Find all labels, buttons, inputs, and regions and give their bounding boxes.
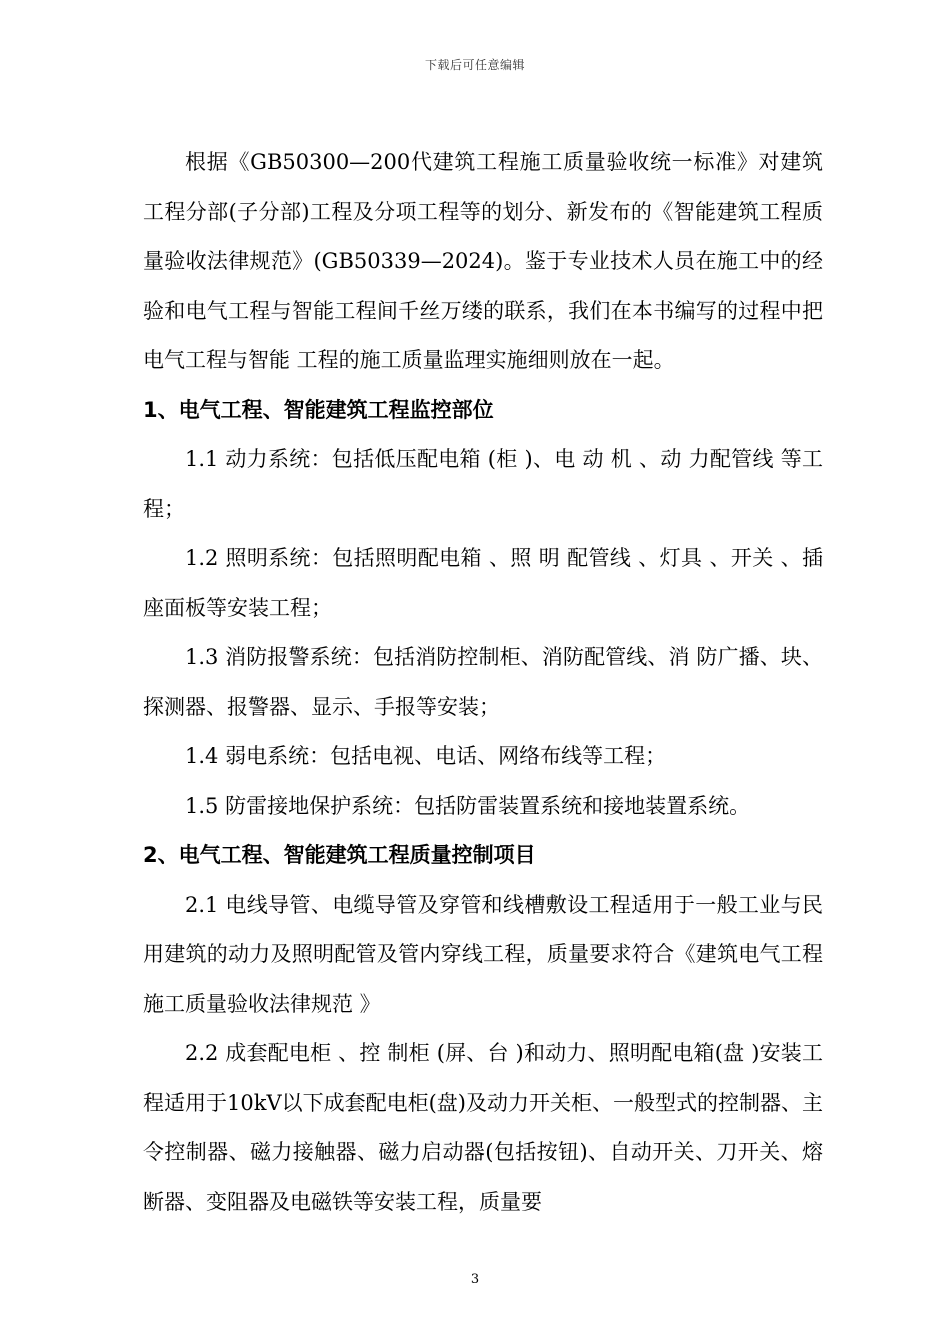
intro-paragraph: 根据《GB50300—200代建筑工程施工质量验收统一标准》对建筑工程分部(子分部)工程及分项工程等的划分、新发布的《智能建筑工程质量验收法律规范》(GB50339—2024)。鉴于专业技术人员在施工中的经验和电气工程与智能工程间千丝万缕的联系，我们在本书编写的过程中把电气工程与智能 工程的施工质量监理实施细则放在一起。 [143, 150, 823, 372]
section-1-item: 1.4 弱电系统：包括电视、电话、网络布线等工程； [185, 744, 667, 768]
header-note: 下载后可任意编辑 [424, 58, 525, 72]
section-1-item: 1.3 消防报警系统：包括消防控制柜、消防配管线、消 防广播、块、探测器、报警器、显示、手报等安装； [143, 645, 823, 719]
document-body [143, 138, 823, 1227]
section-2-item: 2.2 成套配电柜 、控 制柜 (屏、台 )和动力、照明配电箱(盘 )安装工程适用于10kV以下成套配电柜(盘)及动力开关柜、一般型式的控制器、主令控制器、磁力接触器、磁力启动器(包括按钮)、自动开关、刀开关、熔断器、变阻器及电磁铁等安装工程，质量要 [143, 1041, 823, 1214]
page-number: 3 [470, 1272, 480, 1287]
section-1-item: 1.5 防雷接地保护系统：包括防雷装置系统和接地装置系统。 [185, 793, 751, 818]
section-2-item: 2.1 电线导管、电缆导管及穿管和线槽敷设工程适用于一般工业与民用建筑的动力及照明配管及管内穿线工程，质量要求符合《建筑电气工程施工质量验收法律规范 》 [143, 892, 823, 1016]
section-2-heading: 2、电气工程、智能建筑工程质量控制项目 [143, 843, 536, 867]
section-1-item: 1.2 照明系统：包括照明配电箱 、照 明 配管线 、灯具 、开关 、插座面板等安装工程； [143, 546, 823, 620]
section-1-item: 1.1 动力系统：包括低压配电箱 (柜 )、电 动 机 、动 力配管线 等工程； [143, 447, 823, 521]
section-1-heading: 1、电气工程、智能建筑工程监控部位 [143, 397, 494, 422]
